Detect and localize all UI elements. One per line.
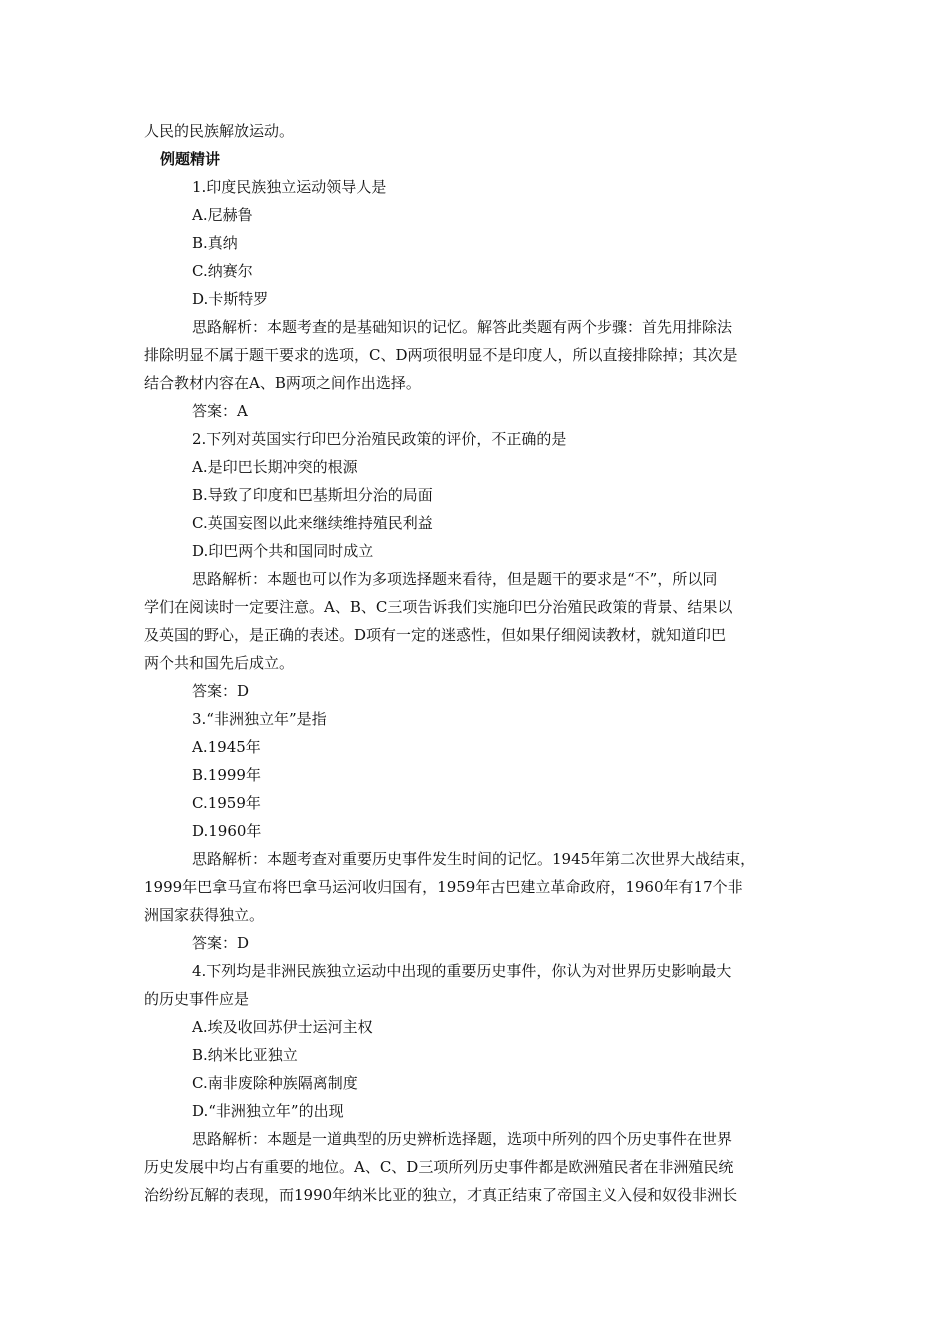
- analysis-text: 思路解析：本题考查的是基础知识的记忆。解答此类题有两个步骤：首先用排除法: [192, 318, 733, 336]
- option: A.尼赫鲁: [192, 206, 253, 224]
- question-stem: 3.“非洲独立年”是指: [192, 710, 327, 728]
- option: B.导致了印度和巴基斯坦分治的局面: [192, 486, 433, 504]
- intro-text: 人民的民族解放运动。: [144, 122, 295, 140]
- option: C.纳赛尔: [192, 262, 253, 280]
- question-stem: 2.下列对英国实行印巴分治殖民政策的评价，不正确的是: [192, 430, 567, 448]
- analysis-text: 及英国的野心，是正确的表述。D项有一定的迷惑性，但如果仔细阅读教材，就知道印巴: [144, 626, 727, 644]
- option: D.1960年: [192, 822, 262, 840]
- option: C.南非废除种族隔离制度: [192, 1074, 358, 1092]
- analysis-text: 1999年巴拿马宣布将巴拿马运河收归国有，1959年古巴建立革命政府，1960年有17个非: [144, 878, 743, 896]
- analysis-text: 思路解析：本题是一道典型的历史辨析选择题，选项中所列的四个历史事件在世界: [192, 1130, 733, 1148]
- option: A.1945年: [192, 738, 261, 756]
- analysis-text: 治纷纷瓦解的表现，而1990年纳米比亚的独立，才真正结束了帝国主义入侵和奴役非洲长: [144, 1186, 738, 1204]
- option: D.“非洲独立年”的出现: [192, 1102, 344, 1120]
- section-heading: 例题精讲: [160, 150, 221, 168]
- analysis-text: 结合教材内容在A、B两项之间作出选择。: [144, 374, 421, 392]
- analysis-text: 洲国家获得独立。: [144, 906, 265, 924]
- analysis-text: 思路解析：本题考查对重要历史事件发生时间的记忆。1945年第二次世界大战结束，: [192, 850, 756, 868]
- option: B.1999年: [192, 766, 261, 784]
- analysis-text: 思路解析：本题也可以作为多项选择题来看待，但是题干的要求是“不”，所以同: [192, 570, 718, 588]
- analysis-text: 历史发展中均占有重要的地位。A、C、D三项所列历史事件都是欧洲殖民者在非洲殖民统: [144, 1158, 734, 1176]
- question-stem: 的历史事件应是: [144, 990, 250, 1008]
- analysis-text: 两个共和国先后成立。: [144, 654, 295, 672]
- question-stem: 4.下列均是非洲民族独立运动中出现的重要历史事件，你认为对世界历史影响最大: [192, 962, 732, 980]
- option: D.卡斯特罗: [192, 290, 269, 308]
- analysis-text: 学们在阅读时一定要注意。A、B、C三项告诉我们实施印巴分治殖民政策的背景、结果以: [144, 598, 733, 616]
- option: C.英国妄图以此来继续维持殖民利益: [192, 514, 433, 532]
- analysis-text: 排除明显不属于题干要求的选项，C、D两项很明显不是印度人，所以直接排除掉；其次是: [144, 346, 738, 364]
- option: A.是印巴长期冲突的根源: [192, 458, 358, 476]
- option: D.印巴两个共和国同时成立: [192, 542, 374, 560]
- option: B.纳米比亚独立: [192, 1046, 298, 1064]
- option: A.埃及收回苏伊士运河主权: [192, 1018, 373, 1036]
- question-stem: 1.印度民族独立运动领导人是: [192, 178, 387, 196]
- answer-text: 答案：D: [192, 934, 250, 952]
- option: C.1959年: [192, 794, 261, 812]
- answer-text: 答案：D: [192, 682, 250, 700]
- answer-text: 答案：A: [192, 402, 248, 420]
- option: B.真纳: [192, 234, 238, 252]
